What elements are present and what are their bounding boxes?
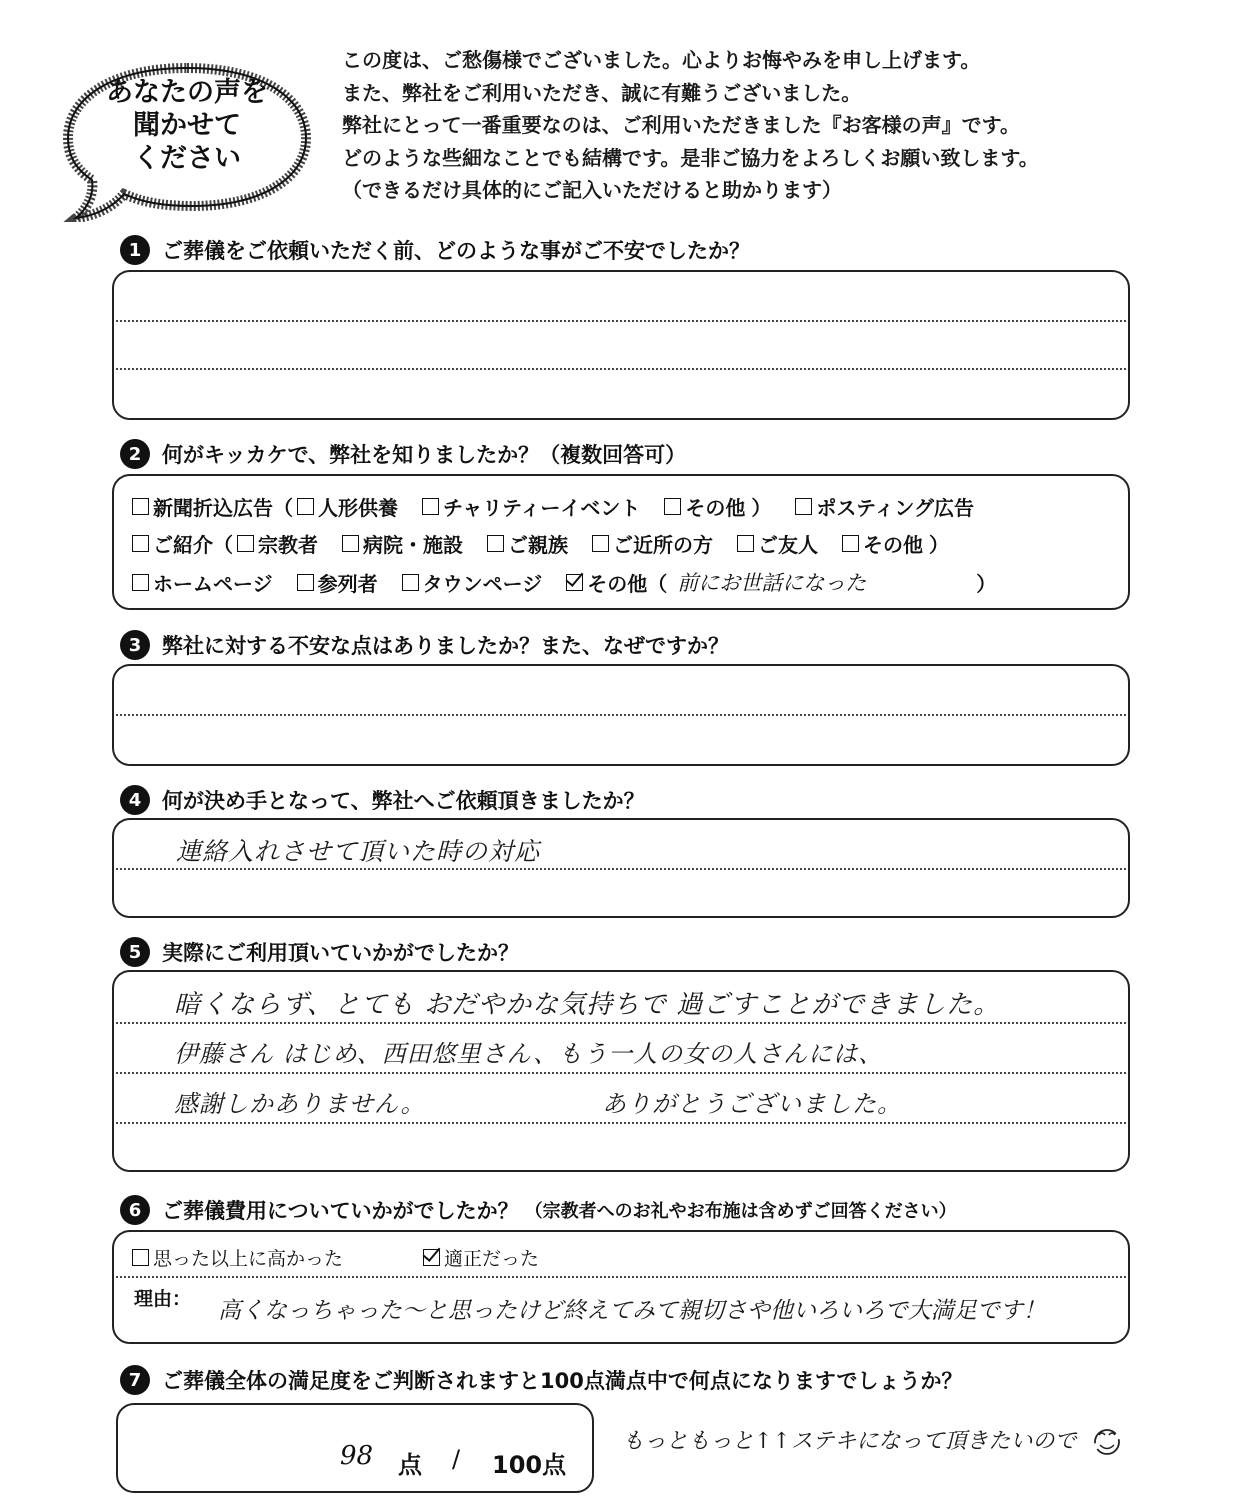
checkbox[interactable] <box>737 535 754 552</box>
answer-line <box>116 368 1126 370</box>
q5-answer-line-2: 伊藤さん はじめ、西田悠里さん、もう一人の女の人さんには、 <box>174 1040 884 1068</box>
checkbox-checked[interactable] <box>423 1249 440 1266</box>
q6-note: （宗教者へのお礼やお布施は含めずご回答ください） <box>524 1201 957 1222</box>
option-expensive[interactable]: 思った以上に高かった <box>132 1244 343 1271</box>
q6-options <box>132 1244 563 1271</box>
q2-row-1 <box>132 492 998 521</box>
answer-line <box>116 1072 1126 1074</box>
q3-question: 弊社に対する不安な点はありましたか？また、なぜですか？ <box>162 634 729 658</box>
checkbox[interactable] <box>132 535 149 552</box>
checkbox[interactable] <box>237 535 254 552</box>
q5-answer-line-3a: 感謝しかありません。 <box>174 1090 426 1118</box>
other-answer-handwritten: 前にお世話になった <box>677 571 867 595</box>
checkbox[interactable] <box>795 498 812 515</box>
option-doll[interactable]: 人形供養 <box>297 492 398 521</box>
smiley-icon <box>1087 1427 1127 1457</box>
q5-answer-line-1: 暗くならず、とても おだやかな気持ちで 過ごすことができました。 <box>174 990 1001 1020</box>
q5-answer-line-3b: ありがとうございました。 <box>602 1090 902 1118</box>
paren-close: ） <box>929 533 949 557</box>
answer-line <box>116 868 1126 870</box>
slash: / <box>452 1445 461 1473</box>
q3-number: 3 <box>120 630 150 660</box>
paren-close: ） <box>751 496 772 520</box>
option-other-1[interactable]: その他 <box>664 492 745 521</box>
option-homepage[interactable]: ホームページ <box>132 567 273 597</box>
option-referral[interactable]: ご紹介（ <box>132 529 233 558</box>
q1-answer-box[interactable] <box>112 270 1130 420</box>
q1-question: ご葬儀をご依頼いただく前、どのような事がご不安でしたか？ <box>162 239 750 263</box>
reason-answer-handwritten: 高くなっちゃった〜と思ったけど終えてみて親切さや他いろいろで大満足です！ <box>218 1298 1046 1324</box>
answer-line <box>116 1276 1126 1278</box>
q6-heading <box>120 1192 957 1228</box>
bubble-line-2: 聞かせて <box>133 110 241 141</box>
option-religious[interactable]: 宗教者 <box>237 529 318 558</box>
checkbox[interactable] <box>297 498 314 515</box>
checkbox[interactable] <box>297 574 314 591</box>
q4-answer-handwritten: 連絡入れさせて頂いた時の対応 <box>176 837 541 866</box>
score-value-handwritten: 98 <box>340 1441 374 1471</box>
bubble-text <box>62 76 312 175</box>
answer-line <box>116 1122 1126 1124</box>
q5-number: 5 <box>120 937 150 967</box>
checkbox[interactable] <box>342 535 359 552</box>
checkbox-checked[interactable] <box>566 574 583 591</box>
checkbox[interactable] <box>132 498 149 515</box>
checkbox[interactable] <box>487 535 504 552</box>
checkbox[interactable] <box>422 498 439 515</box>
option-townpage[interactable]: タウンページ <box>402 567 543 597</box>
option-other-3[interactable]: その他（ <box>566 567 667 597</box>
option-hospital[interactable]: 病院・施設 <box>342 529 463 558</box>
q7-heading <box>120 1362 962 1398</box>
q5-answer-box[interactable] <box>112 970 1130 1172</box>
answer-line <box>116 320 1126 322</box>
q5-question: 実際にご利用頂いていかがでしたか？ <box>162 941 519 965</box>
q6-answer-box <box>112 1230 1130 1344</box>
q4-answer-box[interactable] <box>112 818 1130 918</box>
checkbox[interactable] <box>132 1249 149 1266</box>
option-neighbors[interactable]: ご近所の方 <box>592 529 713 558</box>
option-friends[interactable]: ご友人 <box>737 529 818 558</box>
q4-question: 何が決め手となって、弊社へご依頼頂きましたか？ <box>162 789 645 813</box>
q1-number: 1 <box>120 235 150 265</box>
q7-number: 7 <box>120 1365 150 1395</box>
option-charity[interactable]: チャリティーイベント <box>422 492 640 521</box>
option-posting[interactable]: ポスティング広告 <box>795 492 974 521</box>
q2-heading <box>120 436 686 472</box>
intro-text <box>342 44 1222 207</box>
answer-line <box>116 1022 1126 1024</box>
q7-comment-handwritten <box>622 1424 1127 1457</box>
q3-heading <box>120 627 729 663</box>
q2-options-box <box>112 474 1130 610</box>
checkbox[interactable] <box>592 535 609 552</box>
q4-number: 4 <box>120 785 150 815</box>
speech-bubble <box>62 62 312 222</box>
comment-text: もっともっと↑↑ステキになって頂きたいので <box>622 1429 1077 1454</box>
q5-heading <box>120 934 519 970</box>
q2-question: 何がキッカケで、弊社を知りましたか？（複数回答可） <box>162 443 687 467</box>
option-newspaper[interactable]: 新聞折込広告（ <box>132 492 293 521</box>
q2-row-2 <box>132 529 973 558</box>
intro-line-1: この度は、ご愁傷様でございました。心よりお悔やみを申し上げます。 <box>342 48 981 72</box>
option-other-2[interactable]: その他 <box>842 529 923 558</box>
checkbox[interactable] <box>132 574 149 591</box>
answer-line <box>116 714 1126 716</box>
bubble-line-1: あなたの声を <box>106 77 268 108</box>
q1-heading <box>120 232 750 268</box>
q2-row-3 <box>132 567 1020 597</box>
q2-number: 2 <box>120 439 150 469</box>
bubble-line-3: ください <box>133 143 241 174</box>
q6-number: 6 <box>120 1195 150 1225</box>
q7-question: ご葬儀全体の満足度をご判断されますと100点満点中で何点になりますでしょうか？ <box>162 1369 963 1393</box>
q3-answer-box[interactable] <box>112 664 1130 766</box>
q4-heading <box>120 782 645 818</box>
paren-close: ） <box>976 571 997 596</box>
intro-line-3: 弊社にとって一番重要なのは、ご利用いただきました『お客様の声』です。 <box>342 113 1020 137</box>
checkbox[interactable] <box>402 574 419 591</box>
checkbox[interactable] <box>664 498 681 515</box>
points-label: 点 <box>398 1451 422 1479</box>
option-fair[interactable]: 適正だった <box>423 1244 539 1271</box>
score-box[interactable] <box>116 1403 594 1493</box>
option-attendee[interactable]: 参列者 <box>297 567 378 597</box>
option-relatives[interactable]: ご親族 <box>487 529 568 558</box>
q6-question: ご葬儀費用についていかがでしたか？ <box>162 1199 519 1223</box>
reason-label: 理由： <box>134 1288 192 1310</box>
intro-line-5: （できるだけ具体的にご記入いただけると助かります） <box>342 178 842 202</box>
intro-line-2: また、弊社をご利用いただき、誠に有難うございました。 <box>342 80 862 105</box>
checkbox[interactable] <box>842 535 859 552</box>
intro-line-4: どのような些細なことでも結構です。是非ご協力をよろしくお願い致します。 <box>342 145 1039 170</box>
max-score-label: 100点 <box>492 1451 567 1479</box>
